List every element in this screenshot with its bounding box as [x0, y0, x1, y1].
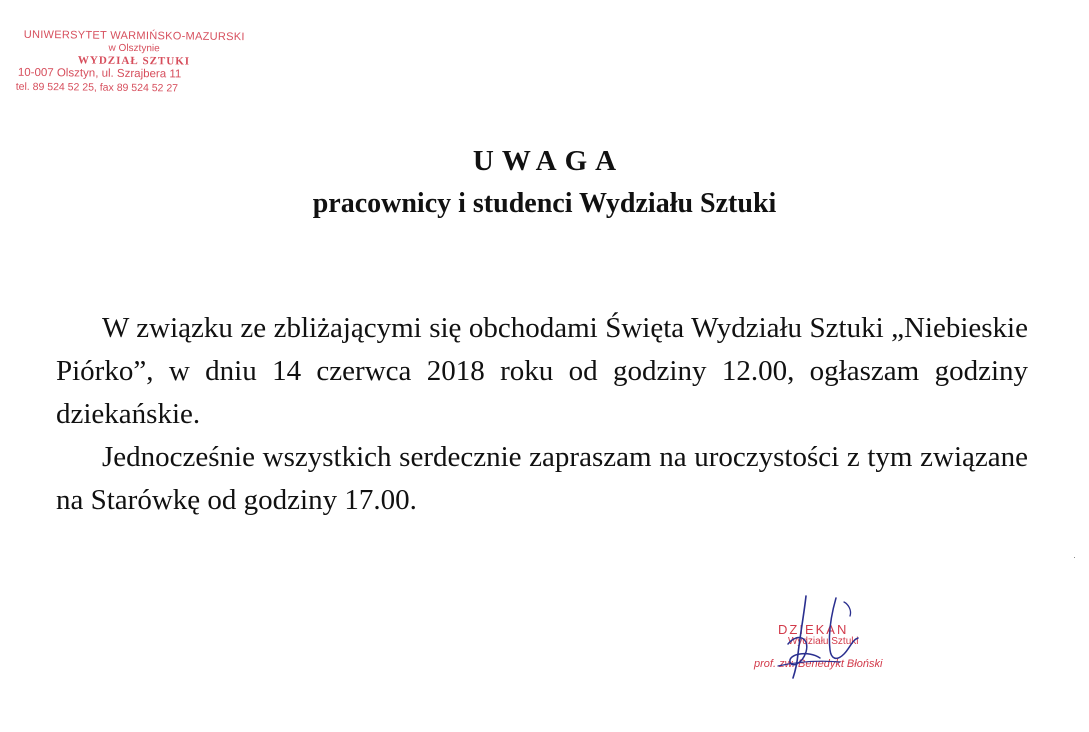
- dean-signature-block: [748, 592, 938, 682]
- stamp-address: 10-007 Olsztyn, ul. Szrajbera 11: [17, 67, 182, 81]
- signature-stamp-name: prof. zw. Benedykt Błoński: [754, 658, 883, 670]
- notice-title: UWAGA: [472, 145, 625, 177]
- paragraph-invitation: Jednocześnie wszystkich serdecznie zapraszam na uroczystości z tym związane na Starówkę od godziny 17.00.: [56, 441, 1028, 516]
- stamp-department: WYDZIAŁ SZTUKI: [77, 54, 191, 68]
- paragraph-announcement: W związku ze zbliżającymi się obchodami Święta Wydziału Sztuki „Niebieskie Piórko”, w dniu 14 czerwca 2018 roku od godziny 12.00, ogłaszam godziny dziekańskie.: [56, 312, 1028, 430]
- notice-body: [56, 307, 1028, 522]
- notice-subtitle: pracownicy i studenci Wydziału Sztuki: [312, 188, 777, 219]
- stamp-city: w Olsztynie: [108, 42, 160, 55]
- stamp-university: UNIWERSYTET WARMIŃSKO-MAZURSKI: [23, 28, 245, 44]
- faculty-stamp: [14, 29, 255, 96]
- stamp-phones: tel. 89 524 52 25, fax 89 524 52 27: [15, 80, 179, 95]
- signature-stamp-role: DZIEKAN: [778, 622, 849, 637]
- handwritten-signature-icon: [748, 592, 938, 682]
- signature-stamp-faculty: Wydziału Sztuki: [788, 636, 859, 647]
- scan-speck: ·: [1073, 552, 1076, 562]
